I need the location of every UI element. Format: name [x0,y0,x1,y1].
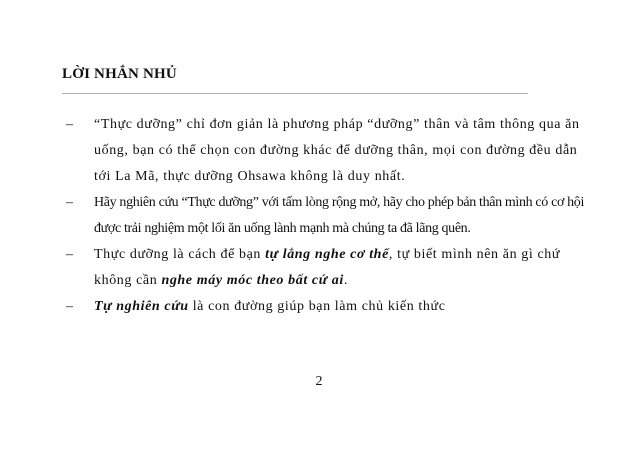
list-item [66,294,586,320]
list-item [66,112,586,190]
emphasis-text: Tự nghiên cứu [94,299,189,314]
bullet-dash: – [66,195,73,210]
bullet-dash: – [66,247,74,262]
list-item-text: “Thực dưỡng” chỉ đơn giản là phương pháp “dưỡng” thân và tâm thông qua ăn uống, bạn có thể chọn con đường khác để dưỡng thân, mọi con đường đều dẫn tới La Mã, thực dưỡng Ohsawa không là duy nhất. [94,117,580,184]
list-item-text: là con đường giúp bạn làm chủ kiến thức [188,299,446,314]
section-heading: LỜI NHẮN NHỦ [62,66,177,82]
list-item [66,242,586,294]
page-number: 2 [315,374,323,389]
bullet-dash: – [66,299,74,314]
list-item [66,190,586,242]
emphasis-text: tự lắng nghe cơ thể [265,247,389,262]
advice-list [66,112,586,320]
bullet-dash: – [66,117,74,132]
list-item-text: Thực dưỡng là cách để bạn [94,247,266,262]
list-item-text: Hãy nghiên cứu “Thực dưỡng” với tấm lòng rộng mở, hãy cho phép bản thân mình có cơ hội được trải nghiệm một lối ăn uống lành mạnh mà chúng ta đã lãng quên. [94,195,584,236]
list-item-text: . [343,273,349,288]
emphasis-text: nghe máy móc theo bất cứ ai [161,273,344,288]
list-item-text: , tự biết mình nên ăn gì chứ không cần [94,247,561,288]
heading-underline [62,93,528,94]
